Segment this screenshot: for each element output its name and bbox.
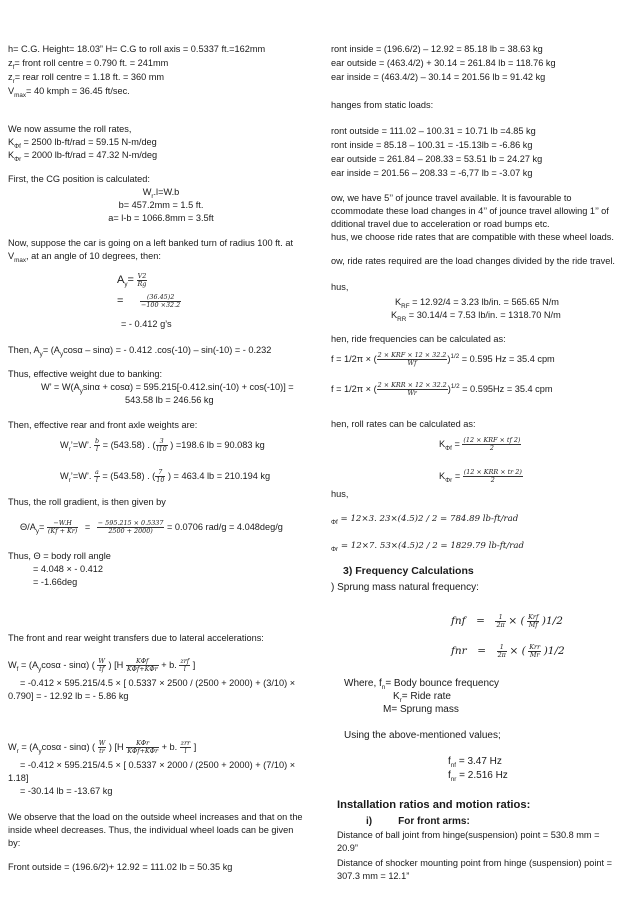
- rear-inside-load: ear inside = (463.4/2) – 30.14 = 201.56 lb = 91.42 kg: [331, 72, 546, 82]
- using-values-line: Using the above-mentioned values;: [344, 730, 501, 741]
- vmax-line: $V_{max}= 40$ kmph = 36.45 ft/sec.: [8, 86, 130, 99]
- observation-line-1: We observe that the load on the outside wheel increases and that on the: [8, 812, 303, 822]
- rear-weight-transfer-result: = -30.14 lb = -13.67 kg: [20, 786, 113, 796]
- rear-roll-rate: $K_{\Phi r} = 2000$ lb-ft/rad = 47.32 N-m/deg: [8, 150, 158, 163]
- rear-outside-change: ear outside = 261.84 – 208.33 = 53.51 lb = 24.27 kg: [331, 154, 543, 164]
- shocker-distance-line-1: Distance of shocker mounting point from hinge (suspension) point =: [337, 858, 613, 868]
- front-outside-change: ront outside = 111.02 – 100.31 = 10.71 lb =4.85 kg: [331, 126, 536, 136]
- front-ride-rate: $K_{RF} = 12.92/4 = 3.23$ lb/in. = 565.65 N/m: [395, 297, 559, 310]
- moment-equation: $W_r.l=W.b$: [142, 187, 180, 200]
- front-ride-frequency: f = 1/2π × ( $\frac{\text{2 × KRF × 12 × 32.2}}{Wf}$ )$^{1/2}$ = 0.595 Hz = 35.4 cpm: [331, 351, 555, 368]
- cg-calc-intro: First, the CG position is calculated:: [8, 174, 150, 184]
- body-roll-angle-label: Thus, Θ = body roll angle: [8, 551, 111, 561]
- rear-ride-rate: $K_{RR} = 30.14/4 = 7.53$ lb/in. = 1318.70 N/m: [391, 310, 561, 323]
- rear-roll-rate-value: $_{\Phi r}$ = 12×7. 53×(4.5)2 / 2 = 1829.79 lb-ft/rad: [331, 541, 525, 553]
- rear-ride-freq-fraction: $\frac{\text{2 × KRR × 12 × 32.2}}{Wr}$: [377, 381, 447, 398]
- weight-transfer-intro: The front and rear weight transfers due to lateral accelerations:: [8, 633, 264, 643]
- rear-weight-transfer-calc-2: 1.18]: [8, 773, 29, 783]
- rear-axle-weight: $W_r’=W$’. $\frac{b}{l}$ = (543.58) . ( $\frac{3}{l10}$ ) =198.6 lb = 90.083 kg: [60, 437, 265, 454]
- zrf-over-l-fraction: $\frac{\text{zrf}}{l}$: [180, 657, 190, 674]
- zrr-over-l-fraction: $\frac{\text{zrr}}{l}$: [180, 739, 191, 756]
- front-weight-transfer-eq: $W_f = (A_y\cos\alpha - \sin\alpha)$ ( $\frac{W}{tf}$ ) [H $\frac{\text{KΦf}}{\text{KΦf+KΦr}}$ + b. $\frac{\text{zrf}}{l}$ ]: [8, 657, 196, 674]
- b-value: b= 457.2mm = 1.5 ft.: [118, 200, 204, 210]
- rear-natural-frequency-formula: fnr = $\frac{1}{2\pi}$ × ( $\frac{\text{Krr}}{Mr}$ )1/2: [451, 643, 565, 660]
- front-natural-frequency-value: $f_{nf} = 3.47$ Hz: [448, 756, 502, 769]
- front-roll-rate-value: $_{\Phi f}$ = 12×3. 23×(4.5)2 / 2 = 784.89 lb-ft/rad: [331, 514, 519, 526]
- b-over-l-fraction: $\frac{b}{l}$: [95, 437, 100, 454]
- cg-height-line: h= C.G. Height= 18.03” H= C.G to roll axis = 0.5337 ft.=162mm: [8, 44, 266, 54]
- rear-weight-transfer-eq: $W_r = (A_y\cos\alpha - \sin\alpha)$ ( $\frac{W}{tr}$ ) [H $\frac{\text{KΦr}}{\text{KΦf+KΦr}}$ + b. $\frac{\text{zrr}}{l}$ ]: [8, 739, 197, 756]
- roll-rates-intro: We now assume the roll rates,: [8, 124, 132, 134]
- front-inside-load: ront inside = (196.6/2) – 12.92 = 85.18 lb = 38.63 kg: [331, 44, 543, 54]
- roll-gradient-eq: $\Theta/A_y=$ $\frac{-W.H}{(Kf + Kr)}$ = $\frac{- 595.215 \times 0.5337}{2500 + 2000)}$ = 0.0706 rad/g = 4.048deg/g: [20, 519, 283, 536]
- ay-fraction-1: $\frac{V2}{Rg}$: [137, 272, 147, 289]
- seven-tenths-fraction: $\frac{7}{10}$: [156, 468, 165, 485]
- jounce-para-3: dditional travel due to acceleration or road bumps etc.: [331, 219, 550, 229]
- one-over-two-pi-fraction-rear: $\frac{1}{2\pi}$: [497, 643, 506, 660]
- front-weight-transfer-calc-2: 0.790] = - 12.92 lb = - 5.86 kg: [8, 691, 129, 701]
- front-weight-transfer-calc-1: = -0.412 × 595.215/4.5 × [ 0.5337 × 2500 / (2500 + 2000) + (3/10) ×: [20, 678, 296, 688]
- installation-ratios-heading: Installation ratios and motion ratios:: [337, 799, 531, 811]
- effective-weight-intro: Thus, effective weight due to banking:: [8, 369, 163, 379]
- body-roll-angle-calc: = 4.048 × - 0.412: [33, 564, 103, 574]
- body-roll-angle-result: = -1.66deg: [33, 577, 78, 587]
- krr-over-mr-fraction: $\frac{\text{Krr}}{Mr}$: [529, 643, 541, 660]
- sprung-mass-subheading: ) Sprung mass natural frequency:: [331, 582, 479, 593]
- rear-inside-change: ear inside = 201.56 – 208.33 = -6,77 lb = -3.07 kg: [331, 168, 533, 178]
- rear-roll-rate-fraction: $\frac{\text{(12 × KRR × tr 2)}}{2}$: [463, 468, 522, 485]
- a-value: a= l-b = 1066.8mm = 3.5ft: [108, 213, 214, 223]
- rear-ride-frequency: f = 1/2π × ( $\frac{\text{2 × KRR × 12 × 32.2}}{Wr}$ )$^{1/2}$ = 0.595Hz = 35.4 cpm: [331, 381, 553, 398]
- ay-result: = - 0.412 g’s: [121, 319, 172, 329]
- rear-outside-load: ear outside = (463.4/2) + 30.14 = 261.84 lb = 118.76 kg: [331, 58, 556, 68]
- jounce-para-1: ow, we have 5’’ of jounce travel available. It is favourable to: [331, 193, 572, 203]
- effective-weight-result: 543.58 lb = 246.56 kg: [125, 395, 214, 405]
- ball-joint-distance-line-1: Distance of ball joint from hinge(suspension) point = 530.8 mm =: [337, 830, 600, 840]
- where-line: Where, $f_n=$ Body bounce frequency: [344, 678, 500, 691]
- rear-roll-centre-line: $z_r=$ rear roll centre = 1.18 ft. = 360 mm: [8, 72, 165, 85]
- roll-gradient-fraction-2: $\frac{- 595.215 \times 0.5337}{2500 + 2000)}$: [97, 519, 164, 536]
- ay-fraction-2: $\frac{(36.45)2}{-100 \times 32.2}$: [141, 293, 181, 310]
- ride-rate-choice: hus, we choose ride rates that are compatible with these wheel loads.: [331, 232, 614, 242]
- frequency-calculations-heading: 3) Frequency Calculations: [343, 565, 474, 577]
- front-outside-load: Front outside = (196.6/2)+ 12.92 = 111.02 lb = 50.35 kg: [8, 862, 233, 872]
- front-roll-rate: $K_{\Phi f} = 2500$ lb-ft/rad = 59.15 N-m/deg: [8, 137, 157, 150]
- ride-rate-definition: ow, ride rates required are the load changes divided by the ride travel.: [331, 256, 615, 266]
- thus-label-1: hus,: [331, 282, 349, 292]
- observation-line-3: by:: [8, 838, 21, 848]
- front-roll-centre-line: $z_f=$ front roll centre = 0.790 ft. = 241mm: [8, 58, 169, 71]
- jounce-para-2: ccommodate these load changes in 4’’ of jounce travel allowing 1’’ of: [331, 206, 609, 216]
- front-arms-subheading: i) For front arms:: [366, 816, 470, 827]
- thus-label-2: hus,: [331, 489, 349, 499]
- front-roll-rate-formula: $K_{\Phi f}$ = $\frac{\text{(12 × KRF × tf 2)}}{2}$: [439, 436, 521, 453]
- front-axle-weight: $W_r’=W$’. $\frac{a}{l}$ = (543.58) . ( $\frac{7}{10}$ ) = 463.4 lb = 210.194 kg: [60, 468, 271, 485]
- banked-turn-intro-2: $V_{max}$, at an angle of 10 degrees, then:: [8, 251, 161, 264]
- ball-joint-distance-line-2: 20.9”: [337, 843, 358, 853]
- rear-roll-rate-formula: $K_{\Phi r}$ = $\frac{\text{(12 × KRR × tr 2)}}{2}$: [439, 468, 522, 485]
- axle-weights-intro: Then, effective rear and front axle weights are:: [8, 420, 198, 430]
- banked-turn-intro-1: Now, suppose the car is going on a left banked turn of radius 100 ft. at: [8, 238, 293, 248]
- krf-over-mf-fraction: $\frac{\text{Krf}}{Mf}$: [528, 613, 539, 630]
- ay-formula-2: = $\frac{(36.45)2}{-100 \times 32.2}$: [117, 293, 181, 310]
- observation-line-2: inside wheel decreases. Thus, the individual wheel loads can be given: [8, 825, 294, 835]
- ride-rate-symbol: $K_r=$ Ride rate: [393, 691, 451, 704]
- front-roll-rate-fraction: $\frac{\text{(12 × KRF × tf 2)}}{2}$: [463, 436, 521, 453]
- front-roll-stiffness-fraction: $\frac{\text{KΦf}}{\text{KΦf+KΦr}}$: [126, 657, 158, 674]
- rear-weight-transfer-calc-1: = -0.412 × 595.215/4.5 × [ 0.5337 × 2000 / (2500 + 2000) + (7/10) ×: [20, 760, 296, 770]
- w-over-tr-fraction: $\frac{W}{tr}$: [98, 739, 106, 756]
- rear-roll-stiffness-fraction: $\frac{\text{KΦr}}{\text{KΦf+KΦr}}$: [127, 739, 159, 756]
- static-changes-heading: hanges from static loads:: [331, 100, 434, 110]
- sprung-mass-symbol: M= Sprung mass: [383, 704, 459, 715]
- roll-rate-intro: hen, roll rates can be calculated as:: [331, 419, 476, 429]
- front-inside-change: ront inside = 85.18 – 100.31 = -15.13lb = -6.86 kg: [331, 140, 533, 150]
- w-over-tf-fraction: $\frac{W}{tf}$: [98, 657, 105, 674]
- front-natural-frequency-formula: fnf = $\frac{1}{2\pi}$ × ( $\frac{\text{Krf}}{Mf}$ )1/2: [451, 613, 563, 630]
- ride-frequency-intro: hen, ride frequencies can be calculated as:: [331, 334, 506, 344]
- three-tenths-fraction: $\frac{3}{l10}$: [156, 437, 167, 454]
- ay-formula-1: $A_y=$ $\frac{V2}{Rg}$: [117, 272, 147, 289]
- a-over-l-fraction: $\frac{a}{l}$: [95, 468, 99, 485]
- effective-weight-eq: W’ = $W(A_y\sin\alpha + \cos\alpha) = 595.215[-0.412.\sin(-10) + \cos(-10)]$ =: [41, 382, 294, 395]
- roll-gradient-intro: Thus, the roll gradient, is then given by: [8, 497, 166, 507]
- roll-gradient-fraction-1: $\frac{-W.H}{(Kf + Kr)}$: [47, 519, 78, 536]
- front-ride-freq-fraction: $\frac{\text{2 × KRF × 12 × 32.2}}{Wf}$: [377, 351, 447, 368]
- shocker-distance-line-2: 307.3 mm = 12.1”: [337, 871, 410, 881]
- rear-natural-frequency-value: $f_{nr} = 2.516$ Hz: [448, 770, 508, 783]
- ay-banked-line: Then, $A_y= (A_y\cos\alpha - \sin\alpha)$ = - 0.412 .cos(-10) – sin(-10) = - 0.232: [8, 345, 272, 358]
- one-over-two-pi-fraction-front: $\frac{1}{2\pi}$: [496, 613, 505, 630]
